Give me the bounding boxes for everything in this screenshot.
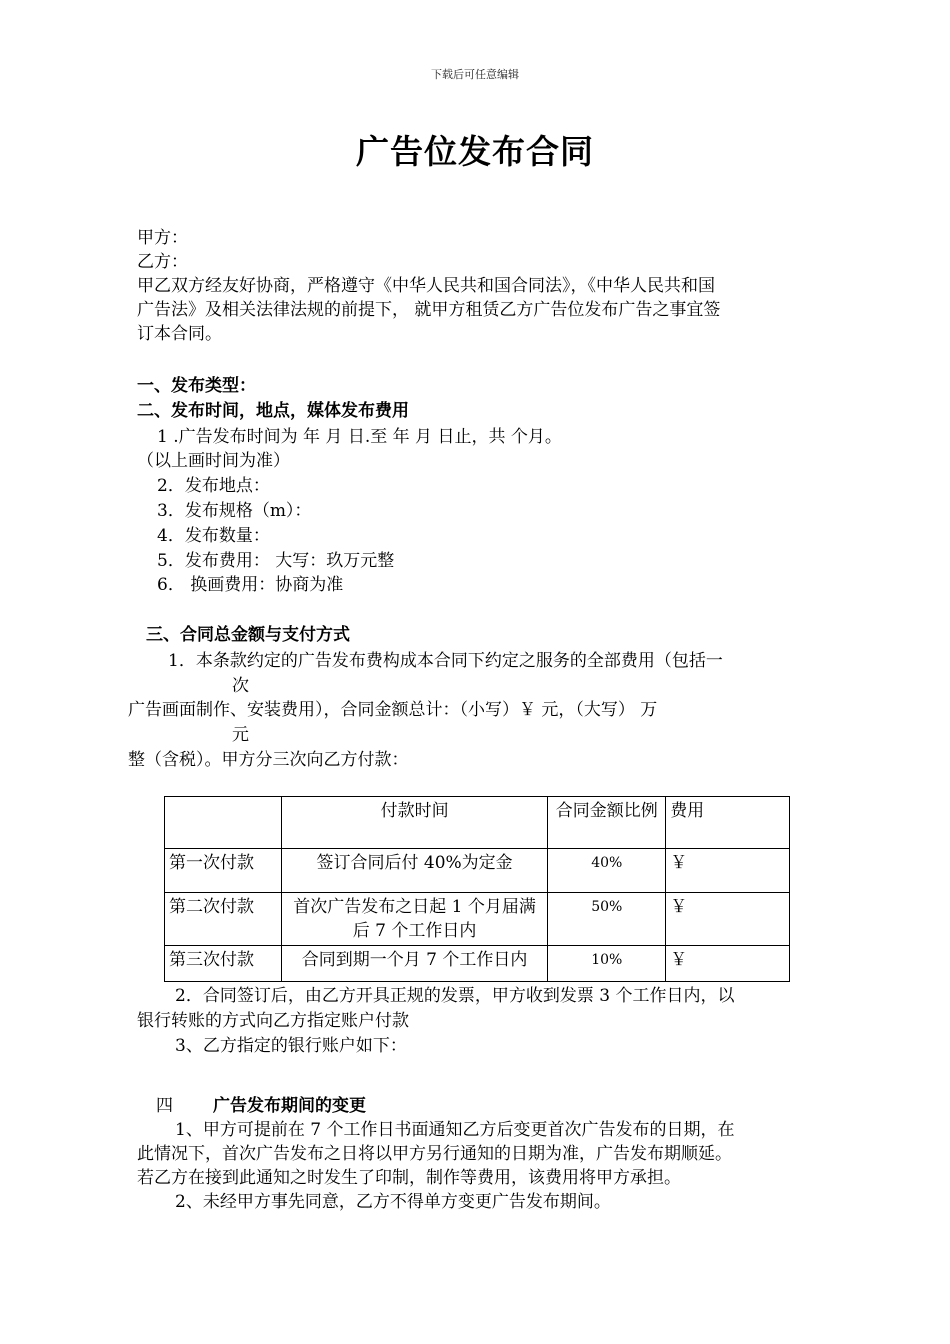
section-2-item: 6． 换画费用：协商为准 <box>157 575 344 595</box>
row-label: 第二次付款 <box>165 893 282 946</box>
intro-line: 订本合同。 <box>137 324 222 344</box>
intro-line: 甲乙双方经友好协商，严格遵守《中华人民共和国合同法》，《中华人民共和国 <box>137 276 715 296</box>
section-4-paragraph-line: 此情况下，首次广告发布之日将以甲方另行通知的日期为准，广告发布期顺延。 <box>137 1144 732 1164</box>
payment-fee: ￥ <box>666 849 790 893</box>
payment-ratio: 10% <box>548 946 666 982</box>
table-row <box>165 946 790 982</box>
payment-ratio: 40% <box>548 849 666 893</box>
table-header-cell: 合同金额比例 <box>548 797 666 849</box>
section-2-item: 4．发布数量： <box>157 526 270 546</box>
payment-time: 合同到期一个月 7 个工作日内 <box>281 946 548 982</box>
section-3-paragraph-line: 2．合同签订后，由乙方开具正规的发票，甲方收到发票 3 个工作日内，以 <box>175 986 735 1006</box>
payment-ratio: 50% <box>548 893 666 946</box>
payment-fee: ￥ <box>666 893 790 946</box>
section-3-paragraph-line: 次 <box>232 676 249 696</box>
party-a-label: 甲方： <box>137 228 188 248</box>
payment-time: 签订合同后付 40%为定金 <box>281 849 548 893</box>
section-3-paragraph-line: 整（含税）。甲方分三次向乙方付款： <box>128 750 409 770</box>
table-row <box>165 849 790 893</box>
header-note: 下载后可任意编辑 <box>431 68 519 81</box>
table-header-cell <box>165 797 282 849</box>
section-2-item: 5．发布费用： 大写：玖万元整 <box>157 551 395 571</box>
table-header-cell: 付款时间 <box>281 797 548 849</box>
section-4-paragraph-line: 若乙方在接到此通知之时发生了印制，制作等费用，该费用将甲方承担。 <box>137 1168 681 1188</box>
section-1-heading: 一、发布类型： <box>137 376 256 396</box>
row-label: 第一次付款 <box>165 849 282 893</box>
section-4-heading: 广告发布期间的变更 <box>213 1096 366 1116</box>
section-2-item: 1 .广告发布时间为 年 月 日.至 年 月 日止，共 个月。 <box>157 427 562 447</box>
intro-line: 广告法》及相关法律法规的前提下， 就甲方租赁乙方广告位发布广告之事宜签 <box>137 300 721 320</box>
table-row <box>165 893 790 946</box>
section-3-heading: 三、合同总金额与支付方式 <box>146 625 350 645</box>
table-header-row <box>165 797 790 849</box>
section-2-heading: 二、发布时间，地点，媒体发布费用 <box>137 401 409 421</box>
section-3-paragraph-line: 3、乙方指定的银行账户如下： <box>175 1036 407 1056</box>
section-3-paragraph-line: 广告画面制作、安装费用），合同金额总计：（小写）￥ 元，（大写） 万 <box>128 700 658 720</box>
section-2-item: 2．发布地点： <box>157 476 270 496</box>
section-4-number: 四 <box>156 1096 173 1116</box>
section-2-item: （以上画时间为准） <box>137 451 290 471</box>
section-3-paragraph-line: 银行转账的方式向乙方指定账户付款 <box>137 1011 409 1031</box>
payment-table <box>164 796 790 982</box>
payment-fee: ￥ <box>666 946 790 982</box>
row-label: 第三次付款 <box>165 946 282 982</box>
section-3-paragraph-line: 1．本条款约定的广告发布费构成本合同下约定之服务的全部费用（包括一 <box>168 651 723 671</box>
table-header-cell: 费用 <box>666 797 790 849</box>
party-b-label: 乙方： <box>137 252 188 272</box>
document-title: 广告位发布合同 <box>356 132 594 171</box>
payment-time: 首次广告发布之日起 1 个月届满后 7 个工作日内 <box>281 893 548 946</box>
section-4-paragraph-line: 1、甲方可提前在 7 个工作日书面通知乙方后变更首次广告发布的日期，在 <box>175 1120 735 1140</box>
section-2-item: 3．发布规格（m）： <box>157 501 312 521</box>
section-3-paragraph-line: 元 <box>232 725 249 745</box>
section-4-paragraph-line: 2、未经甲方事先同意，乙方不得单方变更广告发布期间。 <box>175 1192 611 1212</box>
